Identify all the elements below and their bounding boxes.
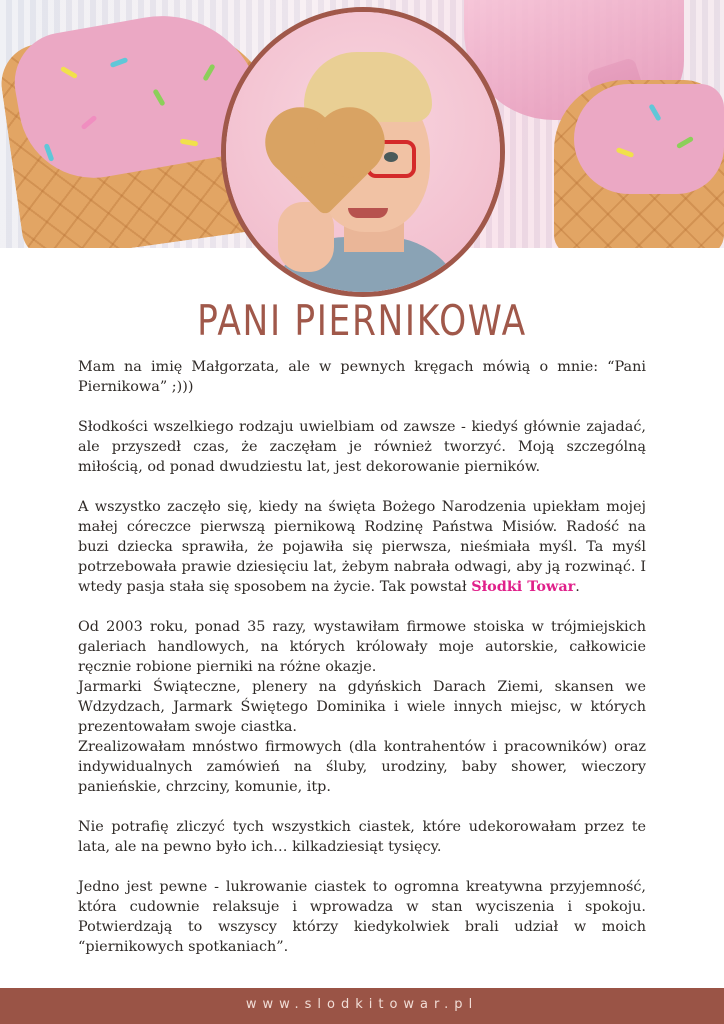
mouth	[348, 208, 388, 218]
paragraph-passion: Słodkości wszelkiego rodzaju uwielbiam od zawsze - kiedyś głównie zajadać, ale przyszedł czas, że zaczęłam je również tworzyć. Moją szczególną miłością, od ponad dwudziestu lat, jest dekorowanie pierników.	[78, 419, 646, 475]
page-title: PANI PIERNIKOWA	[197, 296, 527, 345]
bio-text	[78, 357, 646, 977]
paragraph-intro: Mam na imię Małgorzata, ale w pewnych kręgach mówią o mnie: “Pani Piernikowa” ;)))	[78, 359, 646, 395]
paragraph-story	[78, 497, 646, 597]
paragraph-closing: Jedno jest pewne - lukrowanie ciastek to ogromna kreatywna przyjemność, która cudownie relaksuje i wprowadza w stan wyciszenia i spokoju. Potwierdzają to wszyscy którzy kiedykolwiek brali udział w moich “piernikowych spotkaniach”.	[78, 879, 646, 955]
footer-bar	[0, 988, 724, 1024]
portrait-photo	[221, 7, 505, 297]
story-text: A wszystko zaczęło się, kiedy na święta Bożego Narodzenia upiekłam mojej małej córeczce pierwszą piernikową Rodzinę Państwa Misiów. Radość na buzi dziecka sprawiła, że pojawiła się pierwsza, nieśmiała myśl. Ta myśl potrzebowała prawie dziesięciu lat, żebym nabrała odwagi, aby ją rozwinąć. I wtedy pasja stała się sposobem na życie. Tak powstał	[78, 499, 646, 595]
paragraph-exhibitions: Od 2003 roku, ponad 35 razy, wystawiłam firmowe stoiska w trójmiejskich galeriach handlowych, na których królowały moje autorskie, całkowicie ręcznie robione pierniki na różne okazje.	[78, 619, 646, 675]
eye	[384, 152, 398, 162]
paragraph-count: Nie potrafię zliczyć tych wszystkich ciastek, które udekorowałam przez te lata, ale na pewno było ich… kilkadziesiąt tysięcy.	[78, 819, 646, 855]
paragraph-fairs: Jarmarki Świąteczne, plenery na gdyńskich Darach Ziemi, skansen we Wdzydzach, Jarmark Świętego Dominika i wiele innych miejsc, w których prezentowałam swoje ciastka.	[78, 679, 646, 735]
story-end: .	[575, 579, 580, 595]
brand-name: Słodki Towar	[471, 578, 576, 595]
website-url[interactable]: www.slodkitowar.pl	[245, 997, 479, 1012]
paragraph-orders: Zrealizowałam mnóstwo firmowych (dla kontrahentów i pracowników) oraz indywidualnych zamówień na śluby, urodziny, baby shower, wieczory panieńskie, chrzciny, komunie, itp.	[78, 739, 646, 795]
pink-icing-right	[574, 84, 724, 194]
